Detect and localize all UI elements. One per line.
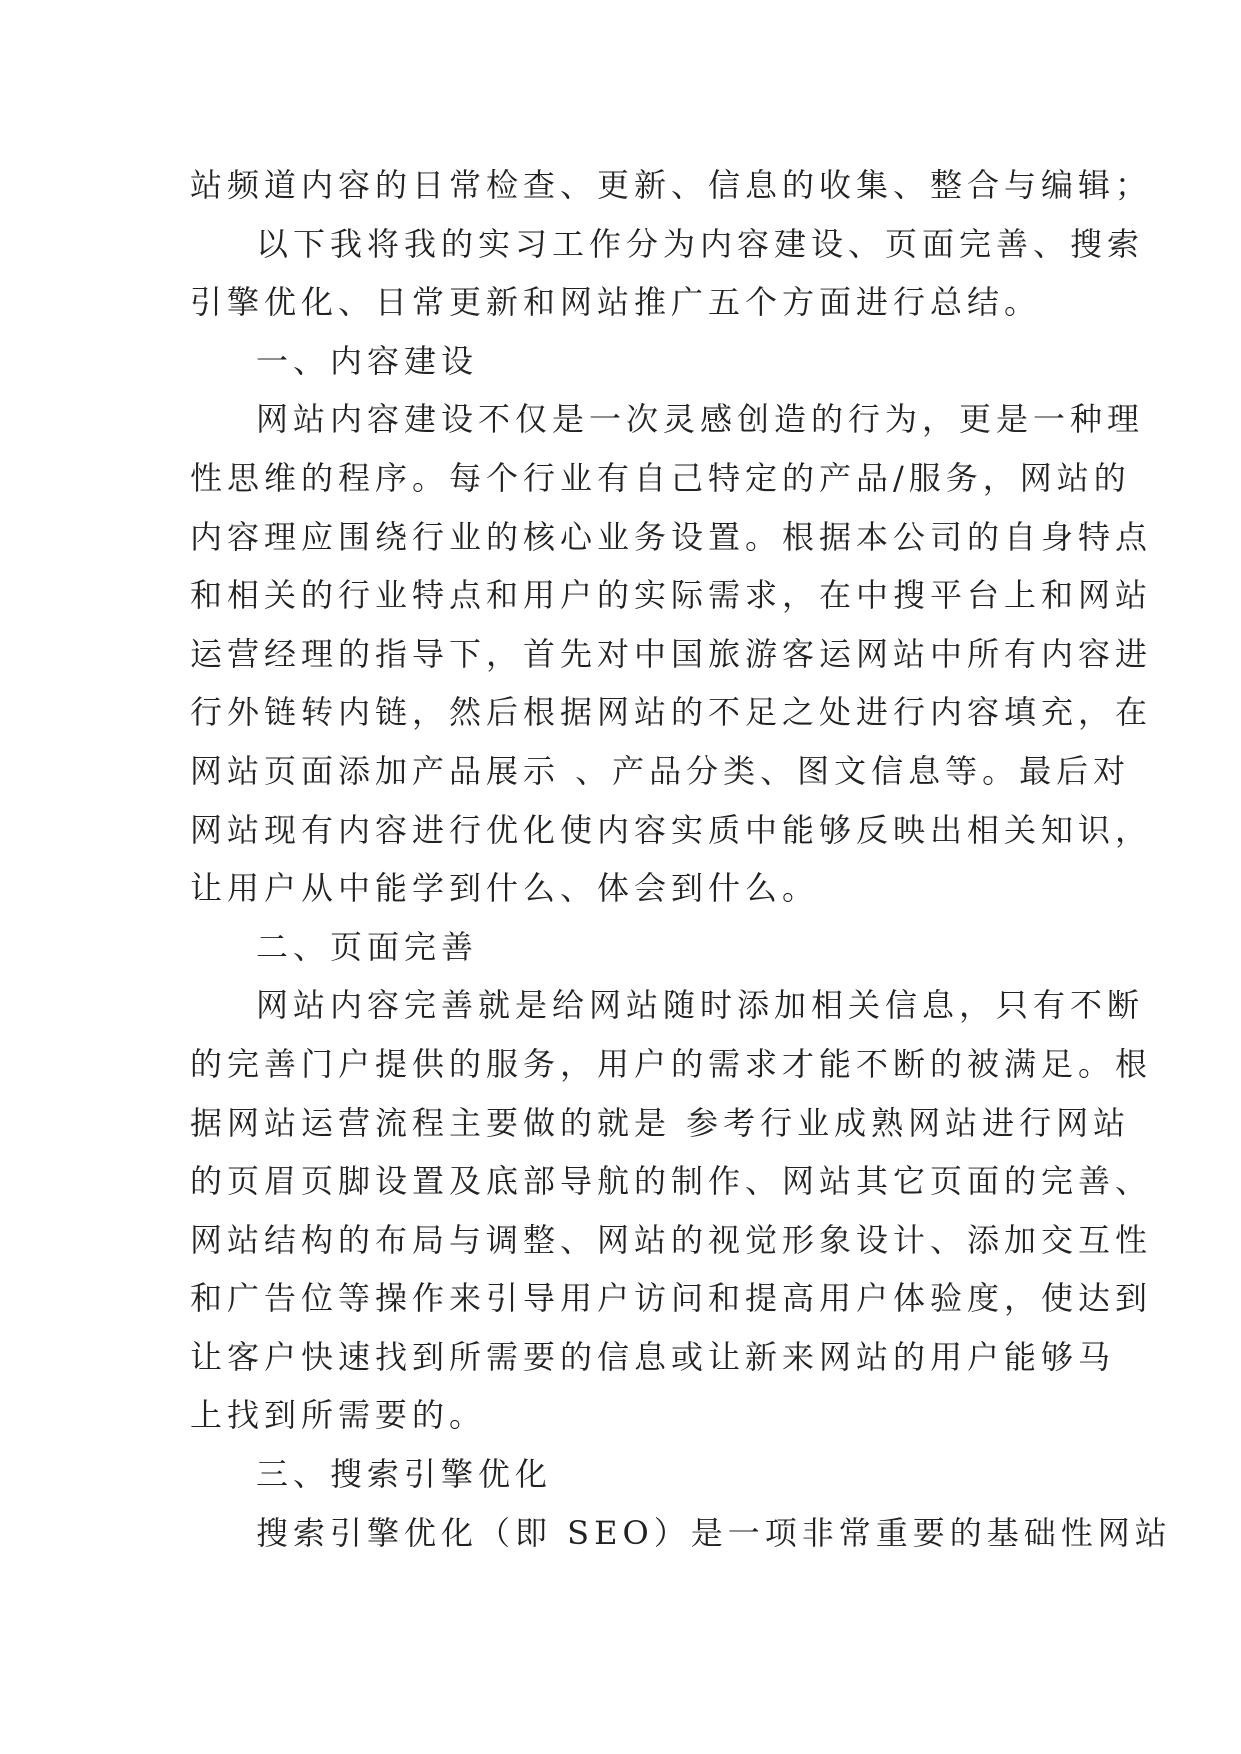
text-line: 和广告位等操作来引导用户访问和提高用户体验度，使达到	[190, 1279, 1153, 1318]
body-text	[190, 156, 1172, 1562]
text-line: 上找到所需要的。	[190, 1396, 487, 1435]
text-line: 网站页面添加产品展示 、产品分类、图文信息等。最后对	[190, 751, 1131, 790]
text-line: 的完善门户提供的服务，用户的需求才能不断的被满足。根	[190, 1044, 1153, 1083]
section-heading: 三、搜索引擎优化	[256, 1455, 553, 1494]
text-line: 和相关的行业特点和用户的实际需求，在中搜平台上和网站	[190, 576, 1153, 615]
text-line: 搜索引擎优化（即 SEO）是一项非常重要的基础性网站	[256, 1513, 1172, 1552]
text-line: 内容理应围绕行业的核心业务设置。根据本公司的自身特点	[190, 517, 1153, 556]
text-line: 据网站运营流程主要做的就是 参考行业成熟网站进行网站	[190, 1103, 1131, 1142]
text-line: 网站内容建设不仅是一次灵感创造的行为，更是一种理	[256, 400, 1145, 439]
text-line: 引擎优化、日常更新和网站推广五个方面进行总结。	[190, 283, 1042, 322]
section-heading: 一、内容建设	[256, 341, 479, 380]
text-line: 的页眉页脚设置及底部导航的制作、网站其它页面的完善、	[190, 1162, 1153, 1201]
text-line: 以下我将我的实习工作分为内容建设、页面完善、搜索	[256, 224, 1145, 263]
text-line: 行外链转内链，然后根据网站的不足之处进行内容填充，在	[190, 693, 1153, 732]
text-line: 运营经理的指导下，首先对中国旅游客运网站中所有内容进	[190, 634, 1153, 673]
text-line: 网站内容完善就是给网站随时添加相关信息，只有不断	[256, 986, 1145, 1025]
text-line: 站频道内容的日常检查、更新、信息的收集、整合与编辑；	[190, 166, 1153, 204]
text-line: 让客户快速找到所需要的信息或让新来网站的用户能够马	[190, 1337, 1116, 1376]
section-heading: 二、页面完善	[256, 927, 479, 966]
text-line: 网站结构的布局与调整、网站的视觉形象设计、添加交互性	[190, 1220, 1153, 1259]
text-line: 性思维的程序。每个行业有自己特定的产品/服务，网站的	[190, 458, 1131, 497]
text-line: 让用户从中能学到什么、体会到什么。	[190, 869, 820, 908]
text-line: 网站现有内容进行优化使内容实质中能够反映出相关知识，	[190, 810, 1153, 849]
